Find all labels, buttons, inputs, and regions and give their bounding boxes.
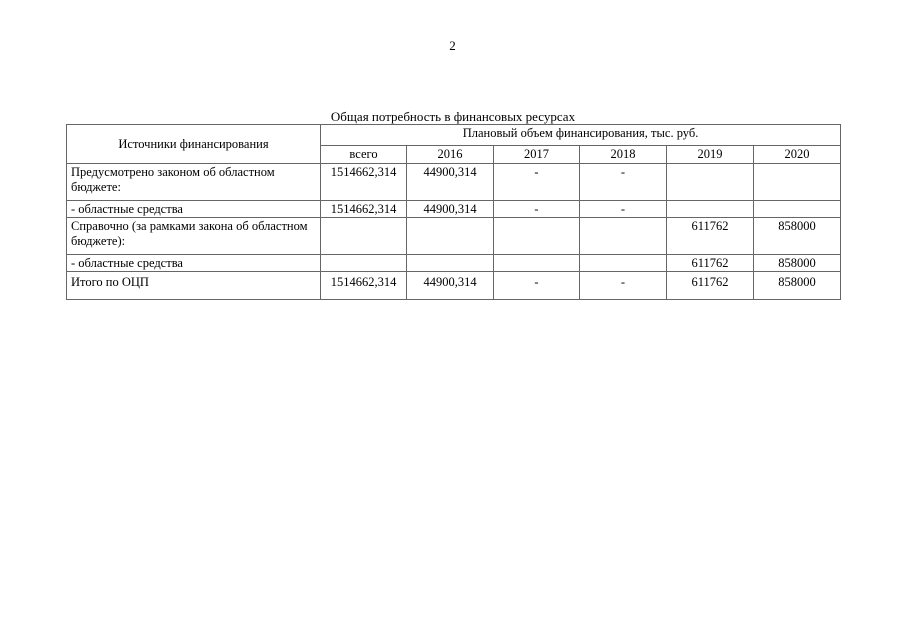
header-col-2017: 2017 [494,146,580,164]
table-row [67,201,841,218]
cell-2018: - [580,272,667,300]
cell-total: 1514662,314 [321,164,407,201]
cell-2020: 858000 [754,255,841,272]
header-col-2016: 2016 [407,146,494,164]
cell-2020: 858000 [754,272,841,300]
cell-2019: 611762 [667,218,754,255]
row-label: Итого по ОЦП [67,272,321,300]
cell-2018: - [580,201,667,218]
cell-2018 [580,218,667,255]
table-row [67,272,841,300]
cell-2016 [407,218,494,255]
header-col-2020: 2020 [754,146,841,164]
table-row [67,255,841,272]
cell-2020 [754,201,841,218]
row-label: - областные средства [67,201,321,218]
cell-total [321,218,407,255]
table-caption: Общая потребность в финансовых ресурсах [330,109,576,124]
cell-2017: - [494,164,580,201]
header-col-2018: 2018 [580,146,667,164]
cell-2017: - [494,272,580,300]
cell-2017 [494,255,580,272]
row-label: Предусмотрено законом об областном бюджете: [67,164,321,201]
cell-2019: 611762 [667,272,754,300]
table-row [67,164,841,201]
cell-2017: - [494,201,580,218]
header-row-1 [67,125,841,146]
cell-2017 [494,218,580,255]
cell-total: 1514662,314 [321,201,407,218]
row-label: - областные средства [67,255,321,272]
cell-2019: 611762 [667,255,754,272]
page-number: 2 [449,38,456,53]
cell-total: 1514662,314 [321,272,407,300]
financing-table [66,124,841,300]
cell-2016: 44900,314 [407,164,494,201]
cell-2019 [667,164,754,201]
cell-2016: 44900,314 [407,272,494,300]
cell-2019 [667,201,754,218]
cell-total [321,255,407,272]
table-row [67,218,841,255]
cell-2018: - [580,164,667,201]
cell-2016: 44900,314 [407,201,494,218]
cell-2020 [754,164,841,201]
cell-2020: 858000 [754,218,841,255]
header-col-total: всего [321,146,407,164]
cell-2018 [580,255,667,272]
row-label: Справочно (за рамками закона об областном бюджете): [67,218,321,255]
cell-2016 [407,255,494,272]
header-sources: Источники финансирования [67,125,321,164]
header-planned: Плановый объем финансирования, тыс. руб. [321,125,841,146]
header-col-2019: 2019 [667,146,754,164]
